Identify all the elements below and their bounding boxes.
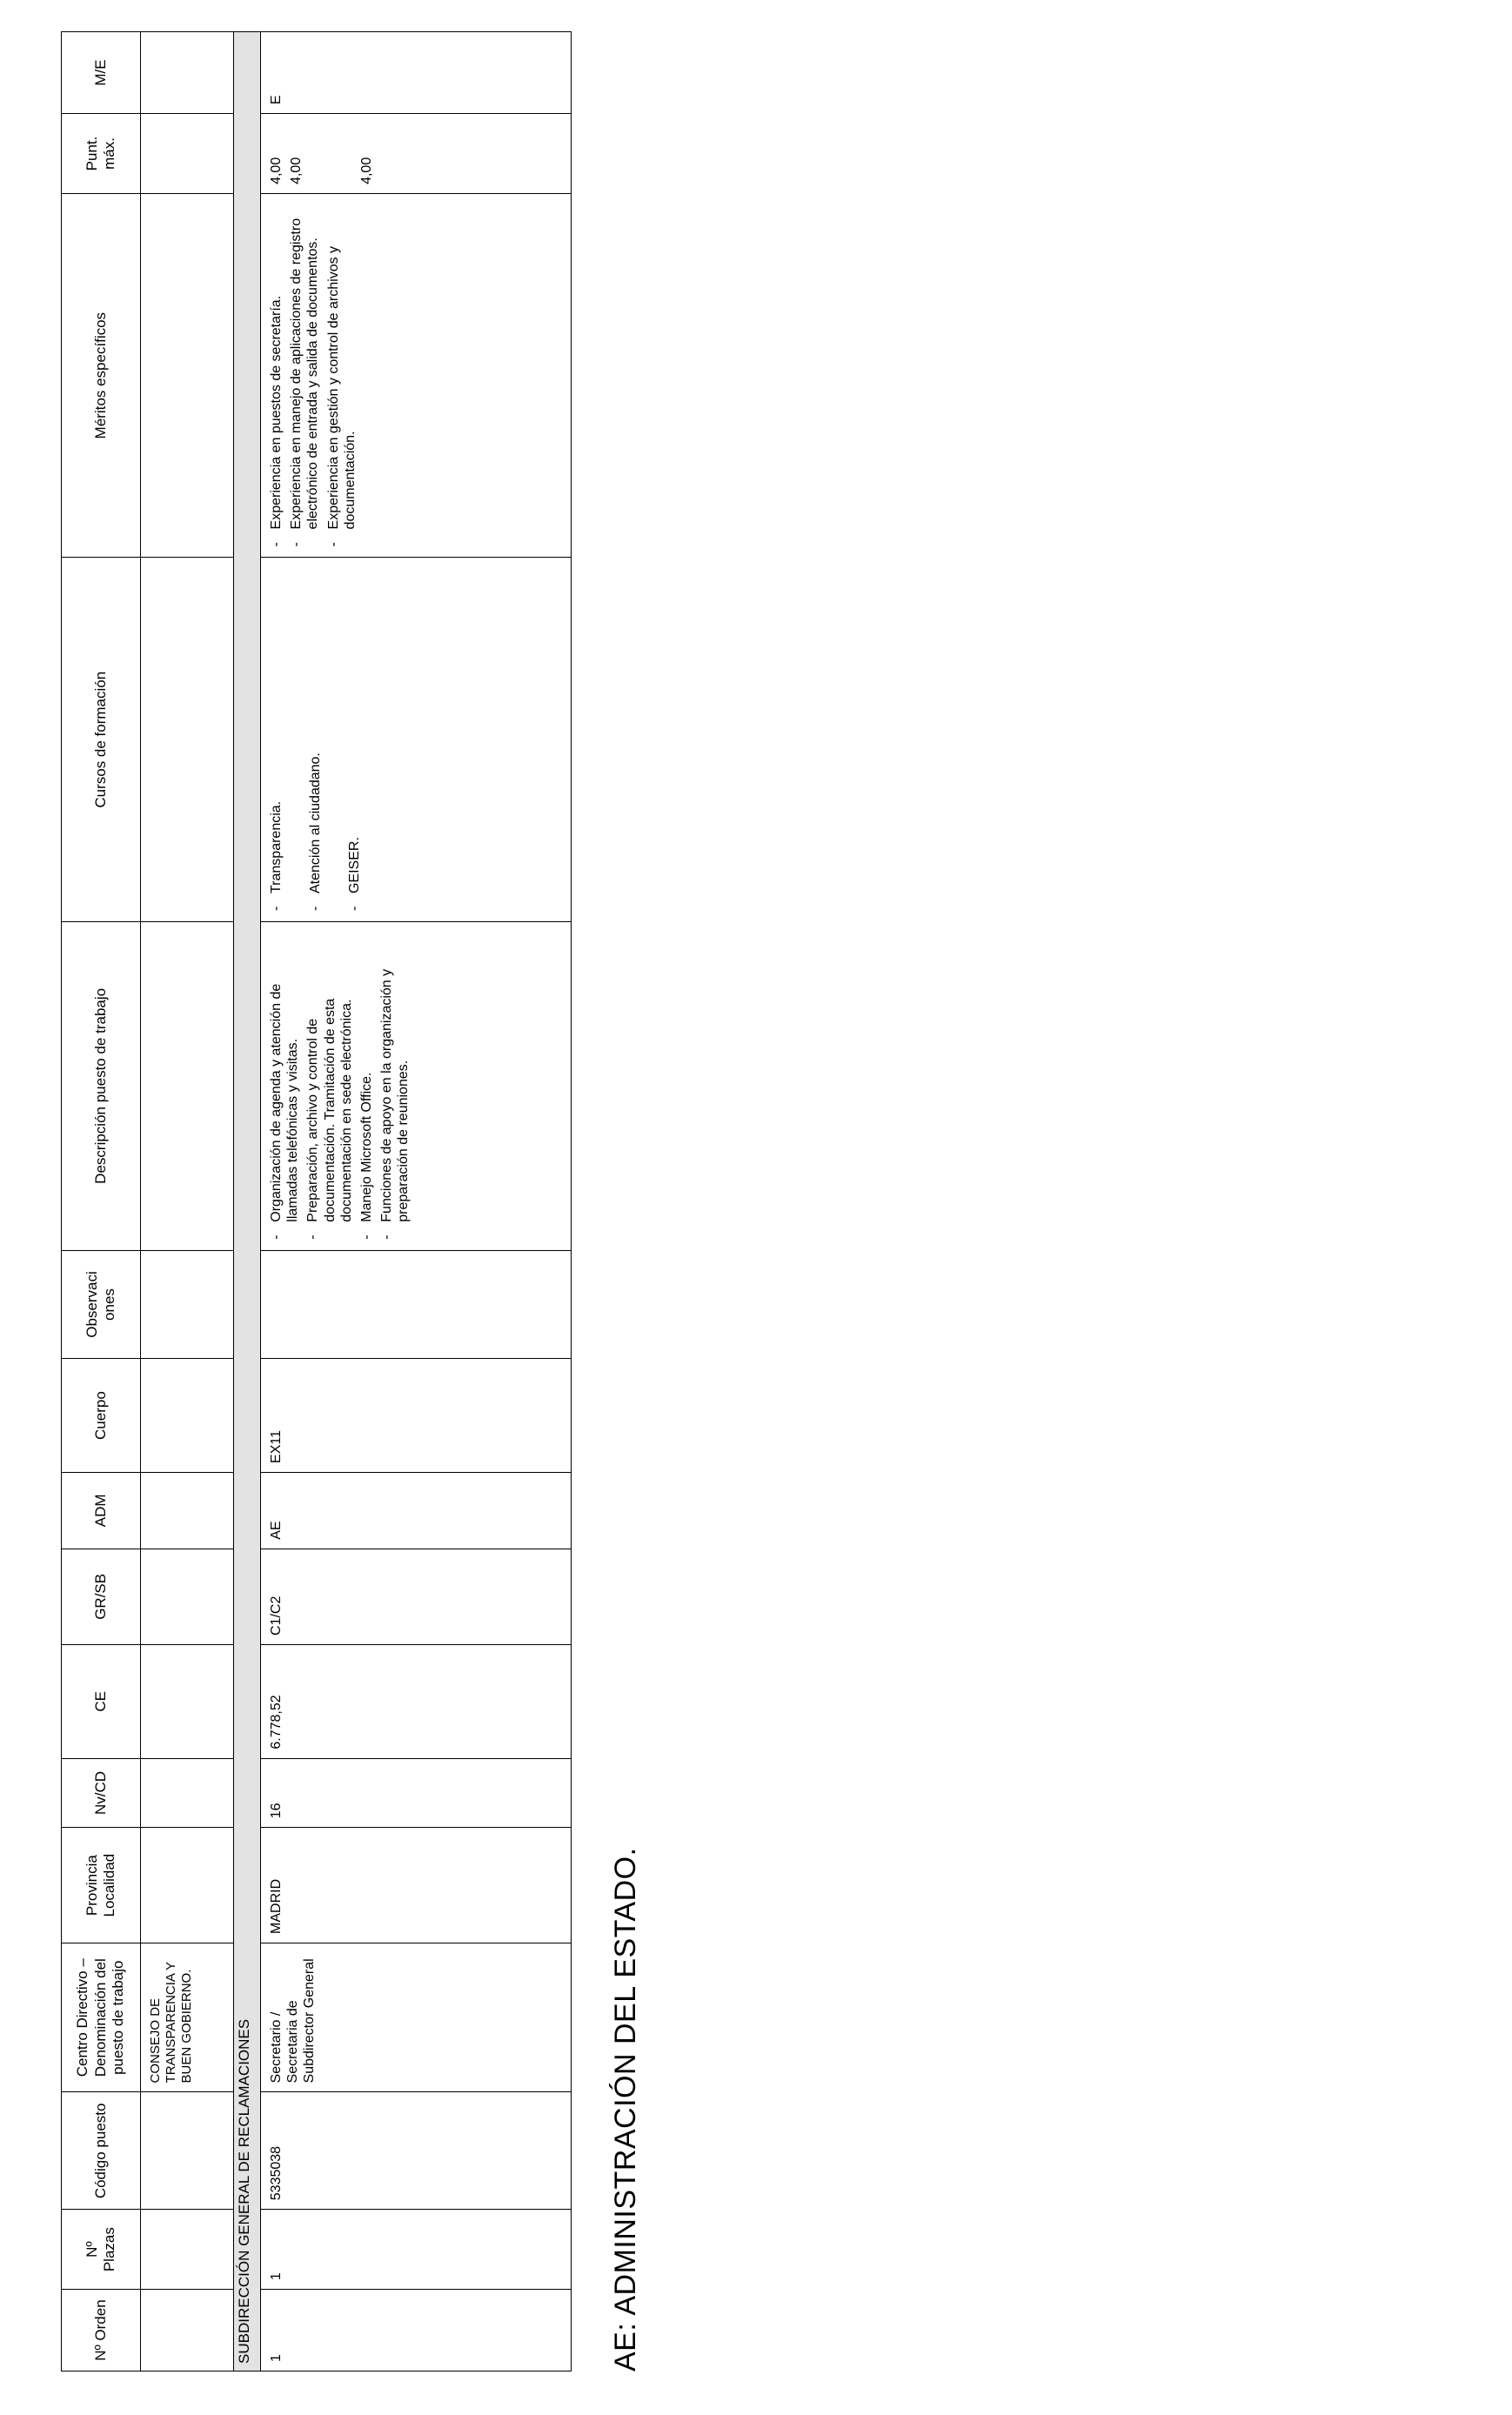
- header-observaciones: Observaci ones: [62, 1250, 141, 1359]
- cell-nivel: 16: [261, 1758, 572, 1828]
- cell-denominacion: Secretario / Secretaria de Subdirector General: [261, 1943, 572, 2092]
- list-item: - Experiencia en puestos de secretaría.: [268, 203, 284, 549]
- list-item: - Experiencia en manejo de aplicaciones de registro electrónico de entrada y salida de documentos.: [288, 203, 321, 549]
- section-title: SUBDIRECCIÓN GENERAL DE RECLAMACIONES: [234, 32, 261, 2372]
- header-grupo: GR/SB: [62, 1549, 141, 1644]
- puntuacion-value: 4,00: [359, 157, 375, 184]
- header-cuerpo: Cuerpo: [62, 1359, 141, 1473]
- descripcion-list: [268, 931, 412, 1241]
- cursos-list: [268, 566, 364, 913]
- cell-puntuacion: [261, 114, 572, 194]
- cell-observaciones: [261, 1250, 572, 1359]
- header-orden: Nº Orden: [62, 2290, 141, 2372]
- cell-ce: 6.778,52: [261, 1644, 572, 1758]
- header-puntuacion: Punt. máx.: [62, 114, 141, 194]
- header-nivel: Nv/CD: [62, 1758, 141, 1828]
- header-descripcion: Descripción puesto de trabajo: [62, 922, 141, 1251]
- cell-me: E: [261, 32, 572, 114]
- list-item: - Organización de agenda y atención de llamadas telefónicas y visitas.: [268, 931, 301, 1241]
- cell-meritos: [261, 193, 572, 558]
- header-ce: CE: [62, 1644, 141, 1758]
- cell-grupo: C1/C2: [261, 1549, 572, 1644]
- meritos-list: [268, 203, 358, 549]
- cell-plazas: 1: [261, 2210, 572, 2290]
- list-item: - GEISER.: [346, 566, 363, 913]
- cell-cursos: [261, 558, 572, 922]
- job-positions-table: [61, 31, 572, 2372]
- puntuacion-value: 4,00: [289, 157, 304, 184]
- cell-adm: AE: [261, 1472, 572, 1549]
- puntuacion-value: 4,00: [269, 157, 284, 184]
- cell-codigo: 5335038: [261, 2092, 572, 2210]
- cell-cuerpo: EX11: [261, 1359, 572, 1473]
- list-item: - Transparencia.: [268, 566, 284, 913]
- list-item: - Preparación, archivo y control de documentación. Tramitación de esta documentación en sede electrónica.: [304, 931, 355, 1241]
- header-centro: Centro Directivo – Denominación del puesto de trabajo: [62, 1943, 141, 2092]
- header-codigo: Código puesto: [62, 2092, 141, 2210]
- header-meritos: Méritos específicos: [62, 193, 141, 558]
- section-row: [234, 32, 261, 2372]
- header-cursos: Cursos de formación: [62, 558, 141, 922]
- list-item: - Experiencia en gestión y control de archivos y documentación.: [325, 203, 358, 549]
- cell-orden: 1: [261, 2290, 572, 2372]
- list-item: - Funciones de apoyo en la organización y preparación de reuniones.: [378, 931, 411, 1241]
- header-plazas: Nº Plazas: [62, 2210, 141, 2290]
- center-name: CONSEJO DE TRANSPARENCIA Y BUEN GOBIERNO.: [141, 1943, 234, 2092]
- cell-descripcion: [261, 922, 572, 1251]
- list-item: - Manejo Microsoft Office.: [358, 931, 375, 1241]
- table-header-row: [62, 32, 141, 2372]
- table-row: [261, 32, 572, 2372]
- header-adm: ADM: [62, 1472, 141, 1549]
- header-provincia: Provincia Localidad: [62, 1828, 141, 1943]
- footer-note: AE: ADMINISTRACIÓN DEL ESTADO.: [609, 1847, 642, 2372]
- cell-provincia: MADRID: [261, 1828, 572, 1943]
- center-row: [141, 32, 234, 2372]
- list-item: - Atención al ciudadano.: [307, 566, 324, 913]
- header-me: M/E: [62, 32, 141, 114]
